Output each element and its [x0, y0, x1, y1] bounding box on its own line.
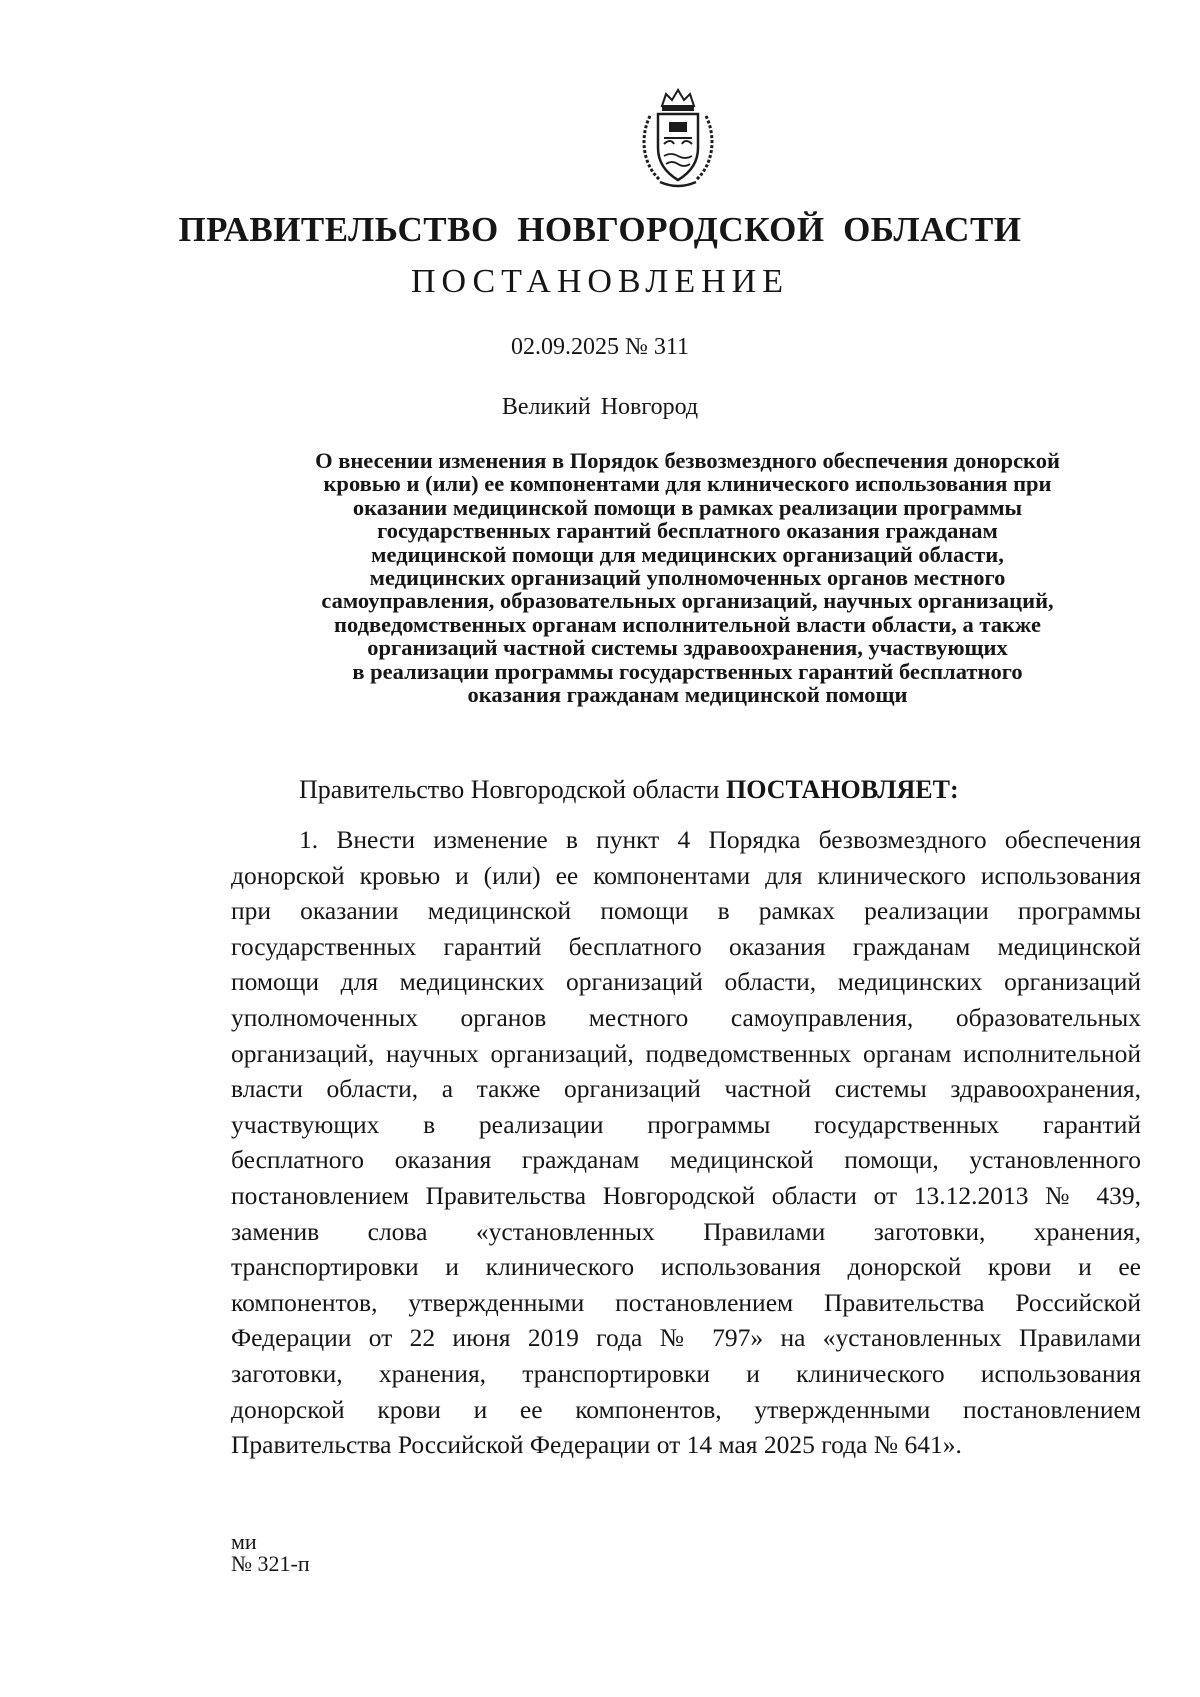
subject-line: О внесении изменения в Порядок безвозмездного обеспечения донорской	[315, 448, 1060, 473]
subject-line: медицинских организаций уполномоченных органов местного	[369, 565, 1006, 591]
subject-line: государственных гарантий бесплатного оказания гражданам	[377, 518, 998, 544]
body-line: участвующих в реализации программы государственных гарантий	[231, 1109, 1141, 1139]
resolution-body	[231, 822, 1141, 1463]
body-line: Правительства Российской Федерации от 14 мая 2025 года № 641».	[231, 1430, 962, 1460]
body-line: транспортировки и клинического использования донорской крови и ее	[231, 1252, 1141, 1282]
subject-line: в реализации программы государственных гарантий бесплатного	[352, 658, 1023, 684]
preamble-resolves: ПОСТАНОВЛЯЕТ:	[725, 775, 959, 804]
body-line: организаций, научных организаций, подведомственных органам исполнительной	[231, 1038, 1141, 1068]
body-line: бесплатного оказания гражданам медицинской помощи, установленного	[231, 1145, 1141, 1175]
subject-line: организаций частной системы здравоохранения, участвующих	[367, 635, 1008, 661]
subject-line: подведомственных органам исполнительной власти области, а также	[334, 611, 1041, 637]
body-line: государственных гарантий бесплатного оказания гражданам медицинской	[231, 931, 1141, 961]
document-city: Великий Новгород	[501, 394, 699, 420]
footer-reg-number: № 321-п	[231, 1551, 310, 1576]
body-line: заготовки, хранения, транспортировки и клинического использования	[231, 1358, 1141, 1388]
footer-registration	[231, 1531, 310, 1575]
body-line: помощи для медицинских организаций области, медицинских организаций	[231, 967, 1141, 997]
document-subject	[230, 449, 1145, 706]
body-line: донорской крови и ее компонентов, утвержденными постановлением	[231, 1394, 1141, 1424]
body-line: власти области, а также организаций частной системы здравоохранения,	[231, 1074, 1141, 1104]
body-line: постановлением Правительства Новгородской области от 13.12.2013 № 439,	[231, 1180, 1141, 1210]
body-line: донорской кровью и (или) ее компонентами для клинического использования	[231, 860, 1141, 890]
subject-line: кровью и (или) ее компонентами для клинического использования при	[323, 471, 1052, 497]
subject-line: самоуправления, образовательных организаций, научных организаций,	[321, 588, 1054, 614]
subject-line: оказании медицинской помощи в рамках реализации программы	[352, 494, 1023, 520]
body-line: компонентов, утвержденными постановлением Правительства Российской	[231, 1287, 1141, 1317]
body-line: уполномоченных органов местного самоуправления, образовательных	[231, 1002, 1141, 1032]
footer-initials: ми	[231, 1529, 257, 1554]
coat-of-arms-emblem	[636, 86, 720, 190]
body-line: при оказании медицинской помощи в рамках реализации программы	[231, 896, 1141, 926]
subject-line: оказания гражданам медицинской помощи	[467, 682, 908, 708]
subject-line: медицинской помощи для медицинских организаций области,	[371, 541, 1004, 567]
government-name: ПРАВИТЕЛЬСТВО НОВГОРОДСКОЙ ОБЛАСТИ	[178, 210, 1022, 249]
preamble-text: Правительство Новгородской области	[299, 775, 726, 804]
body-line: Федерации от 22 июня 2019 года № 797» на «установленных Правилами	[231, 1323, 1141, 1353]
body-line: 1. Внести изменение в пункт 4 Порядка безвозмездного обеспечения	[299, 825, 1141, 854]
novgorod-coat-of-arms-icon	[636, 86, 720, 190]
document-type: ПОСТАНОВЛЕНИЕ	[410, 263, 790, 300]
body-line: заменив слова «установленных Правилами заготовки, хранения,	[231, 1216, 1141, 1246]
document-date-number: 02.09.2025 № 311	[510, 334, 689, 360]
preamble	[299, 775, 959, 805]
